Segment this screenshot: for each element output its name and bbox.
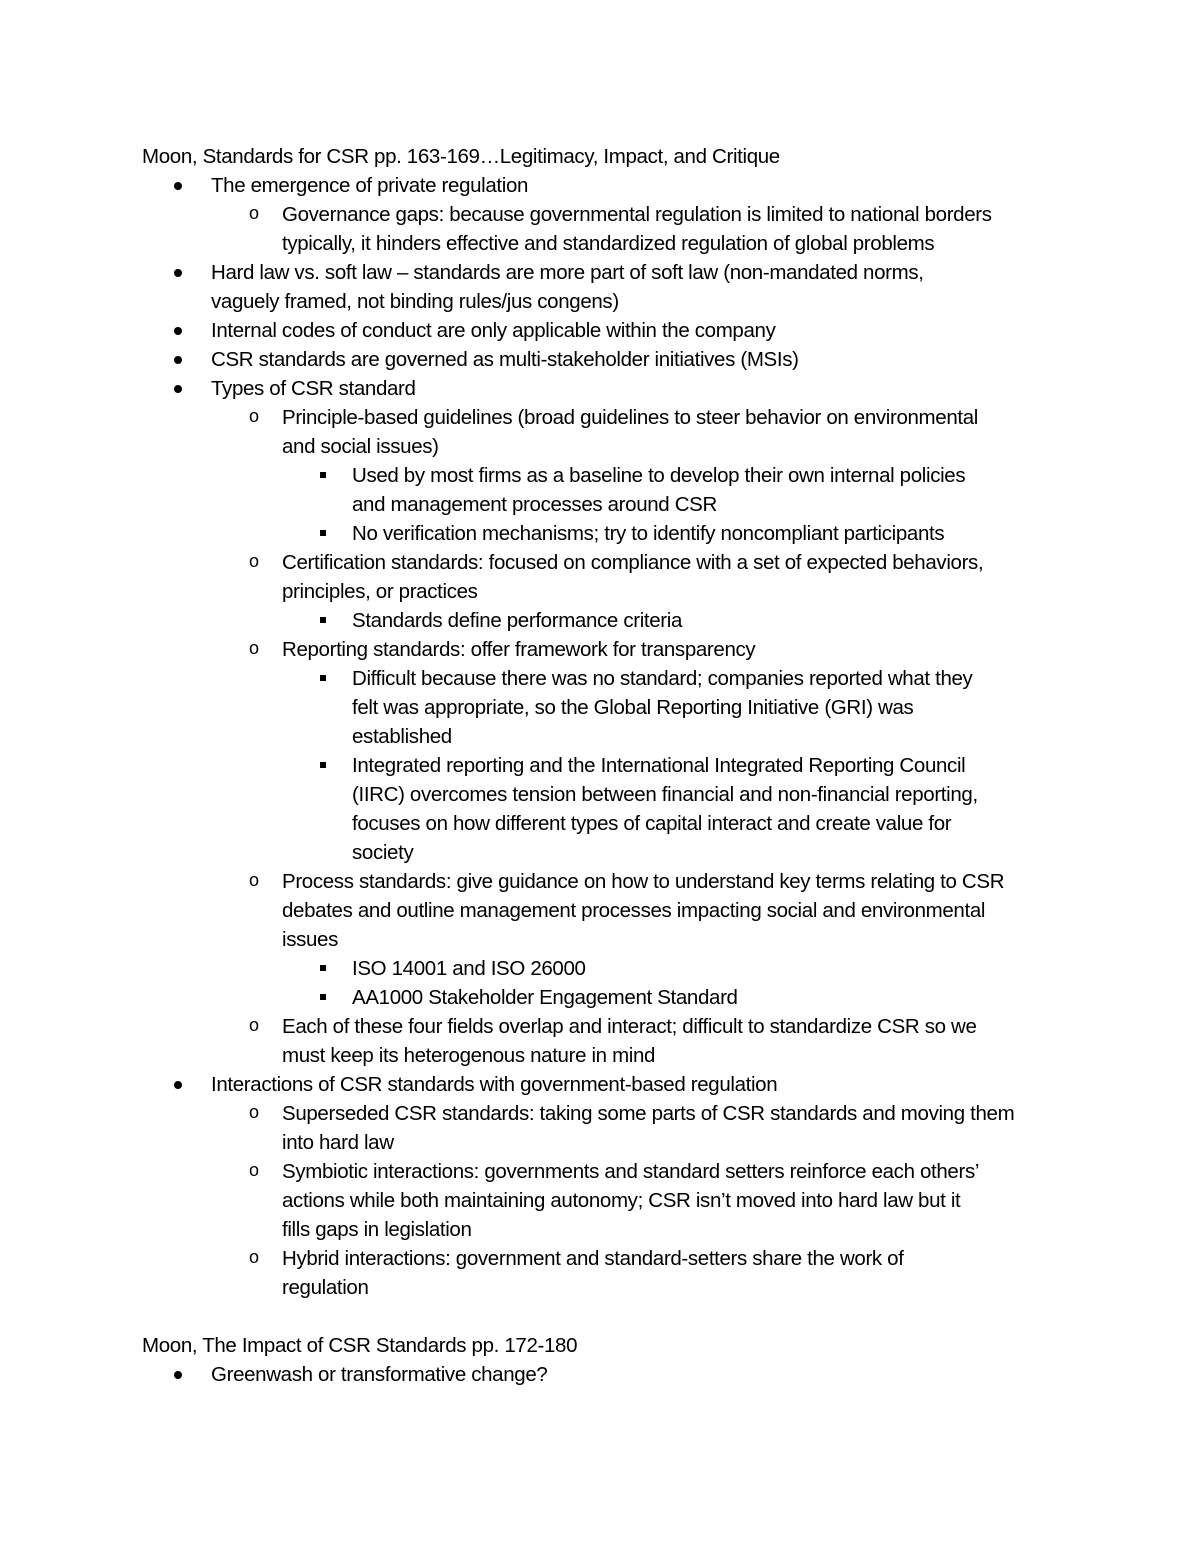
third-level-marker — [320, 530, 326, 536]
sub-bullet-item: Reporting standards: offer framework for transparency — [282, 638, 756, 661]
third-level-item: ISO 14001 and ISO 26000 — [352, 957, 586, 980]
sub-bullet-marker: o — [249, 406, 260, 426]
sub-bullet-marker: o — [249, 203, 260, 223]
sub-bullet-item-continued: into hard law — [282, 1131, 394, 1154]
sub-bullet-item: Hybrid interactions: government and standard-setters share the work of — [282, 1247, 904, 1270]
bullet-item: Hard law vs. soft law – standards are more part of soft law (non-mandated norms, — [211, 261, 924, 284]
bullet-item: Greenwash or transformative change? — [211, 1363, 548, 1386]
bullet-marker — [174, 327, 182, 335]
bullet-marker — [174, 182, 182, 190]
sub-bullet-item: Certification standards: focused on compliance with a set of expected behaviors, — [282, 551, 984, 574]
sub-bullet-item: Process standards: give guidance on how to understand key terms relating to CSR — [282, 870, 1005, 893]
bullet-item: CSR standards are governed as multi-stakeholder initiatives (MSIs) — [211, 348, 799, 371]
third-level-item-continued: (IIRC) overcomes tension between financial and non-financial reporting, — [352, 783, 978, 806]
sub-bullet-item-continued: and social issues) — [282, 435, 439, 458]
sub-bullet-marker: o — [249, 551, 260, 571]
sub-bullet-marker: o — [249, 870, 260, 890]
bullet-marker — [174, 356, 182, 364]
third-level-item: AA1000 Stakeholder Engagement Standard — [352, 986, 738, 1009]
sub-bullet-marker: o — [249, 1160, 260, 1180]
sub-bullet-marker: o — [249, 638, 260, 658]
sub-bullet-item: Symbiotic interactions: governments and standard setters reinforce each others’ — [282, 1160, 980, 1183]
sub-bullet-item-continued: debates and outline management processes impacting social and environmental — [282, 899, 986, 922]
sub-bullet-item-continued: fills gaps in legislation — [282, 1218, 472, 1241]
third-level-item: Standards define performance criteria — [352, 609, 683, 632]
bullet-item: Interactions of CSR standards with government-based regulation — [211, 1073, 778, 1096]
third-level-item-continued: felt was appropriate, so the Global Reporting Initiative (GRI) was — [352, 696, 914, 719]
third-level-item-continued: and management processes around CSR — [352, 493, 717, 516]
third-level-item-continued: society — [352, 841, 414, 864]
third-level-marker — [320, 994, 326, 1000]
sub-bullet-item-continued: principles, or practices — [282, 580, 478, 603]
bullet-marker — [174, 269, 182, 277]
third-level-marker — [320, 965, 326, 971]
third-level-item: Used by most firms as a baseline to develop their own internal policies — [352, 464, 966, 487]
third-level-item: Difficult because there was no standard; companies reported what they — [352, 667, 973, 690]
sub-bullet-item-continued: typically, it hinders effective and standardized regulation of global problems — [282, 232, 935, 255]
sub-bullet-marker: o — [249, 1015, 260, 1035]
third-level-item-continued: focuses on how different types of capital interact and create value for — [352, 812, 952, 835]
bullet-item: Internal codes of conduct are only applicable within the company — [211, 319, 776, 342]
bullet-item: The emergence of private regulation — [211, 174, 529, 197]
sub-bullet-marker: o — [249, 1247, 260, 1267]
section-heading: Moon, Standards for CSR pp. 163-169…Legitimacy, Impact, and Critique — [142, 145, 780, 168]
sub-bullet-marker: o — [249, 1102, 260, 1122]
sub-bullet-item-continued: must keep its heterogenous nature in mind — [282, 1044, 656, 1067]
sub-bullet-item: Superseded CSR standards: taking some parts of CSR standards and moving them — [282, 1102, 1015, 1125]
third-level-marker — [320, 762, 326, 768]
bullet-marker — [174, 1371, 182, 1379]
sub-bullet-item-continued: issues — [282, 928, 339, 951]
sub-bullet-item: Principle-based guidelines (broad guidelines to steer behavior on environmental — [282, 406, 978, 429]
bullet-item: Types of CSR standard — [211, 377, 416, 400]
bullet-marker — [174, 385, 182, 393]
sub-bullet-item-continued: regulation — [282, 1276, 369, 1299]
bullet-marker — [174, 1081, 182, 1089]
sub-bullet-item: Each of these four fields overlap and interact; difficult to standardize CSR so we — [282, 1015, 977, 1038]
third-level-item: Integrated reporting and the International Integrated Reporting Council — [352, 754, 966, 777]
third-level-item-continued: established — [352, 725, 452, 748]
third-level-marker — [320, 472, 326, 478]
sub-bullet-item-continued: actions while both maintaining autonomy; CSR isn’t moved into hard law but it — [282, 1189, 961, 1212]
third-level-marker — [320, 675, 326, 681]
sub-bullet-item: Governance gaps: because governmental regulation is limited to national borders — [282, 203, 992, 226]
third-level-item: No verification mechanisms; try to identify noncompliant participants — [352, 522, 945, 545]
third-level-marker — [320, 617, 326, 623]
bullet-item-continued: vaguely framed, not binding rules/jus congens) — [211, 290, 619, 313]
section-heading: Moon, The Impact of CSR Standards pp. 172-180 — [142, 1334, 578, 1357]
